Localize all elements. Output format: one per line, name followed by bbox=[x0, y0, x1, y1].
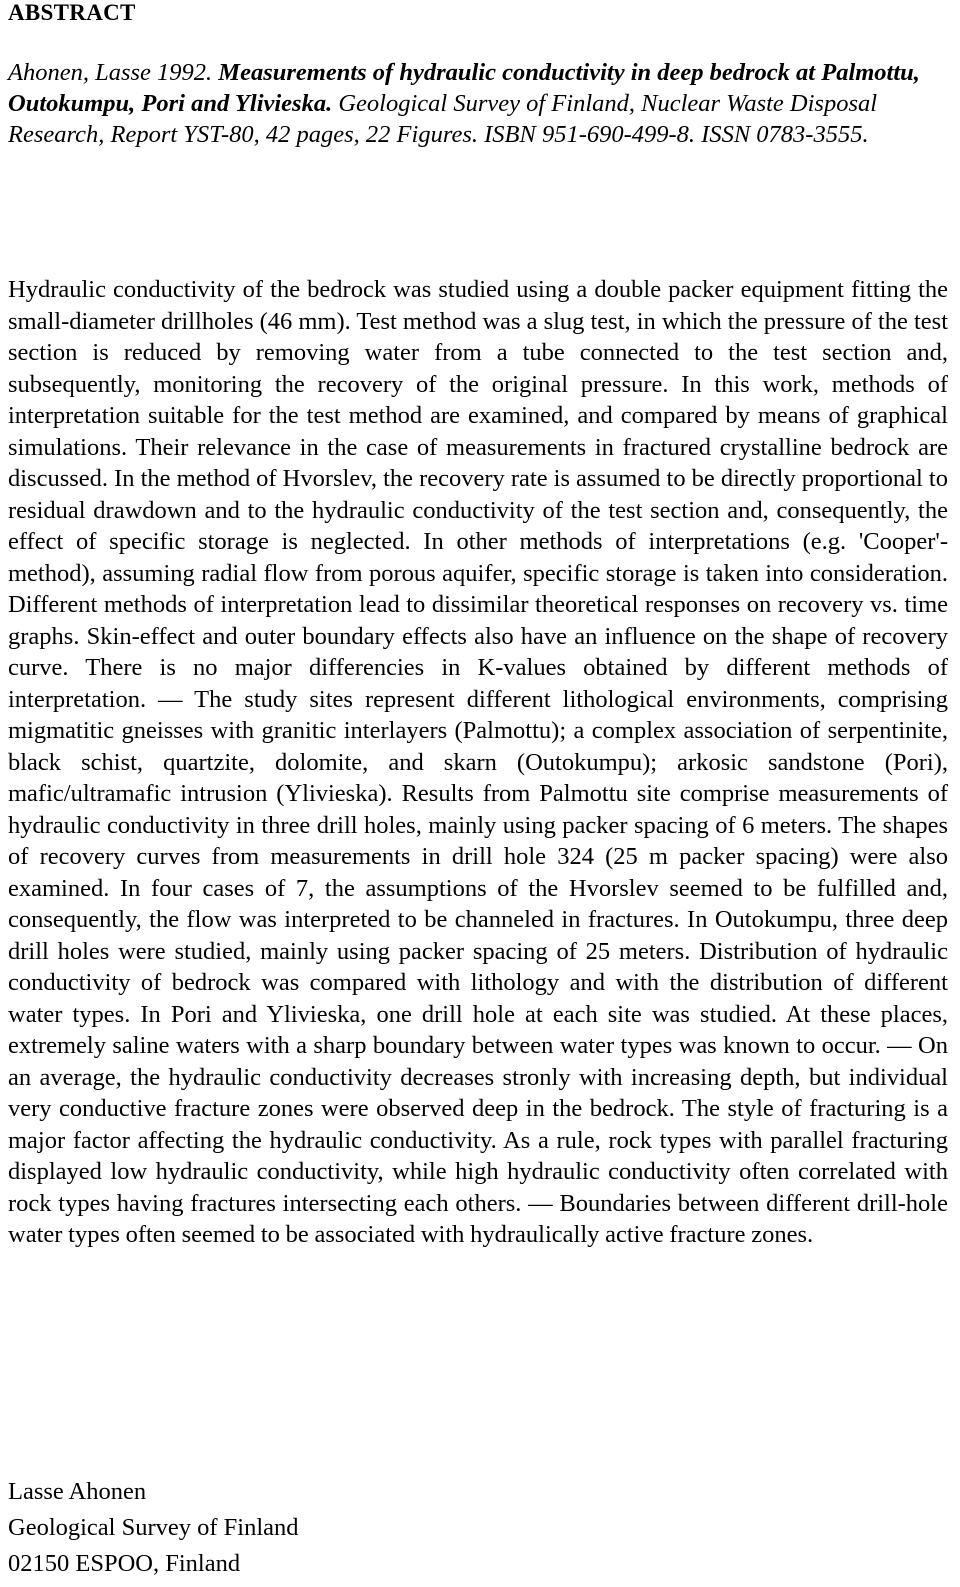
author-city: 02150 ESPOO, Finland bbox=[8, 1550, 241, 1577]
abstract-body: Hydraulic conductivity of the bedrock was studied using a double packer equipment fitting the small-diameter drillholes (46 mm). Test method was a slug test, in which the pressure of the test section is reduced by removing water from a tube connected to the test section and, subsequently, monitoring the recovery of the original pressure. In this work, methods of interpretation suitable for the test method are examined, and compared by means of graphical simulations. Their relevance in the case of measurements in fractured crystalline bedrock are discussed. In the method of Hvorslev, the recovery rate is assumed to be directly proportional to residual drawdown and to the hydraulic conductivity of the test section and, consequently, the effect of specific storage is neglected. In other methods of interpretations (e.g. 'Cooper'-method), assuming radial flow from porous aquifer, specific storage is taken into consideration. Different methods of interpretation lead to dissimilar theoretical responses on recovery vs. time graphs. Skin-effect and outer boundary effects also have an influence on the shape of recovery curve. There is no major differencies in K-values obtained by different methods of interpretation. — The study sites represent different lithological environments, comprising migmatitic gneisses with granitic interlayers (Palmottu); a complex association of serpentinite, black schist, quartzite, dolomite, and skarn (Outokumpu); arkosic sandstone (Pori), mafic/ultramafic intrusion (Ylivieska). Results from Palmottu site comprise measurements of hydraulic conductivity in three drill holes, mainly using packer spacing of 6 meters. The shapes of recovery curves from measurements in drill hole 324 (25 m packer spacing) were also examined. In four cases of 7, the assumptions of the Hvorslev seemed to be fulfilled and, consequently, the flow was interpreted to be channeled in fractures. In Outokumpu, three deep drill holes were studied, mainly using packer spacing of 25 meters. Distribution of hydraulic conductivity of bedrock was compared with lithology and with the distribution of different water types. In Pori and Ylivieska, one drill hole at each site was studied. At these places, extremely saline waters with a sharp boundary between water types was known to occur. — On an average, the hydraulic conductivity decreases stronly with increasing depth, but individual very conductive fracture zones were observed deep in the bedrock. The style of fracturing is a major factor affecting the hydraulic conductivity. As a rule, rock types with parallel fracturing displayed low hydraulic conductivity, while high hydraulic conductivity often correlated with rock types having fractures intersecting each others. — Boundaries between different drill-hole water types often seemed to be associated with hydraulically active fracture zones. bbox=[8, 276, 948, 1248]
citation-title: Measurements of hydraulic conductivity in deep bedrock at Palmottu, Outokumpu, Pori and Ylivieska. bbox=[8, 59, 920, 117]
citation bbox=[8, 57, 948, 150]
author-address bbox=[8, 1474, 299, 1582]
citation-publication: Geological Survey of Finland, Nuclear Waste Disposal Research, Report YST-80, 42 pages, 22 Figures. ISBN 951-690-499-8. ISSN 0783-3555. bbox=[8, 90, 878, 148]
abstract-heading: ABSTRACT bbox=[8, 0, 136, 25]
citation-author-year: Ahonen, Lasse 1992. bbox=[8, 59, 213, 86]
author-name: Lasse Ahonen bbox=[8, 1478, 147, 1505]
author-organization: Geological Survey of Finland bbox=[8, 1514, 299, 1541]
